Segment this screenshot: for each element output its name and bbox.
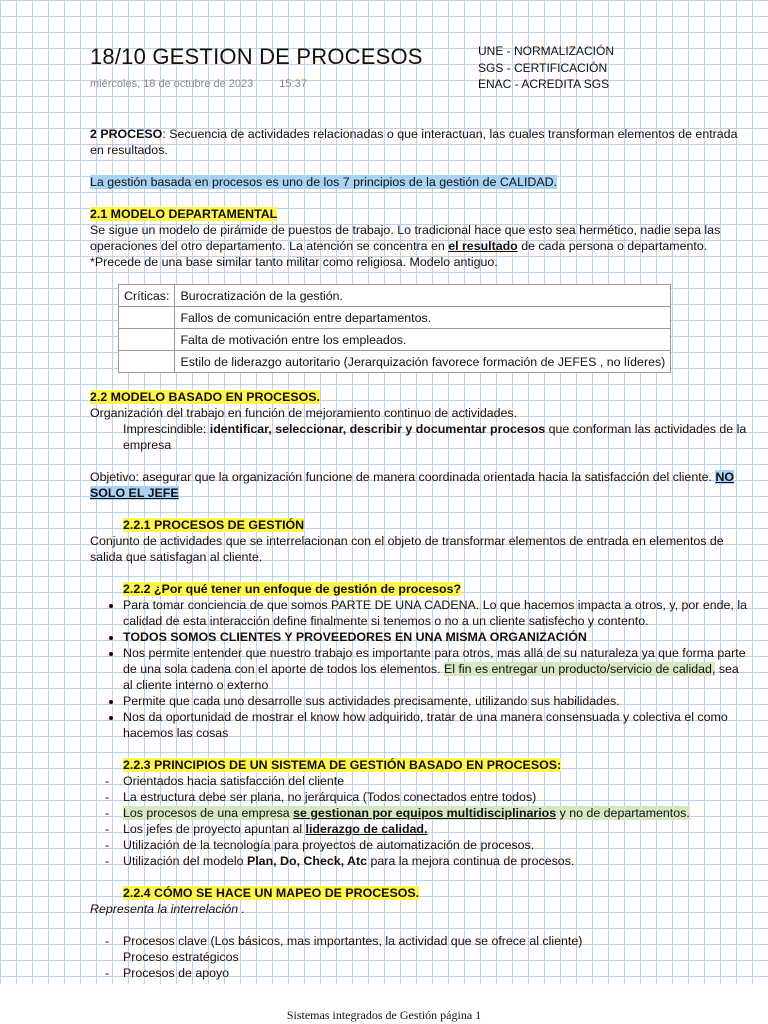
section-2-2-indented	[90, 421, 750, 453]
section-2-2-paragraph: Organización del trabajo en función de mejoramiento continuo de actividades.	[90, 406, 518, 420]
section-2-1-heading	[90, 206, 750, 222]
mapping-list	[90, 933, 750, 981]
highlight-run: El fin es entregar un producto/servicio de calidad,	[444, 662, 716, 676]
list-item	[123, 629, 750, 645]
list-item: • Para tomar conciencia de que somos PARTE DE UNA CADENA. Lo que hacemos impacta a otros, y, por ende, la calidad de esta interacción define finalmente si tenemos o no a un cliente satisfecho y contento.	[123, 597, 750, 629]
section-2-paragraph	[90, 126, 750, 158]
emphasis-run: liderazgo de calidad.	[305, 822, 428, 836]
section-2-2-2-heading	[90, 581, 750, 597]
highlight-run: Los procesos de una empresa	[123, 806, 294, 820]
table-row	[119, 351, 671, 373]
objective-paragraph	[90, 469, 750, 501]
list-item	[123, 853, 750, 869]
text-run: sea al cliente interno o externo	[123, 662, 739, 692]
text-run: Los jefes de proyecto apuntan al	[123, 822, 306, 836]
section-2-2-4-heading-text: 2.2.4 CÓMO SE HACE UN MAPEO DE PROCESOS.	[123, 886, 420, 900]
text-run: Objetivo: asegurar que la organización funcione de manera coordinada orientada hacia la satisfacción del cliente.	[90, 470, 716, 484]
page-footer: Sistemas integrados de Gestión página 1	[286, 1008, 482, 1022]
table-cell: Fallos de comunicación entre departamentos.	[175, 307, 671, 329]
page-title: 18/10 GESTION DE PROCESOS	[90, 44, 423, 69]
table-row	[119, 285, 671, 307]
list-item	[123, 821, 750, 837]
date-text: miércoles, 18 de octubre de 2023	[90, 78, 254, 90]
reasons-list	[90, 597, 750, 741]
emphasis-run: identificar, seleccionar, describir y documentar procesos	[209, 422, 546, 436]
section-2-2-heading	[90, 389, 750, 405]
list-item: - Orientados hacia satisfacción del cliente	[123, 773, 750, 789]
principle-line	[90, 174, 750, 190]
highlight-run: y no de departamentos.	[556, 806, 690, 820]
section-2-2-1-heading-text: 2.2.1 PROCESOS DE GESTIÓN	[123, 518, 305, 532]
text-run: Proceso estratégicos	[123, 950, 239, 964]
date-row	[90, 78, 307, 90]
table-label-cell: Críticas:	[119, 285, 175, 307]
text-run: Utilización del modelo	[123, 854, 247, 868]
list-item: - La estructura debe ser plana, no jerárquica (Todos conectados entre todos)	[123, 789, 750, 805]
section-2-2-heading-text: 2.2 MODELO BASADO EN PROCESOS.	[90, 390, 320, 404]
emphasis-run: TODOS SOMOS CLIENTES Y PROVEEDORES EN UNA MISMA ORGANIZACIÓN	[123, 630, 587, 644]
table-cell: Falta de motivación entre los empleados.	[175, 329, 671, 351]
list-item	[123, 933, 750, 965]
section-2-2-1-paragraph: Conjunto de actividades que se interrelacionan con el objeto de transformar elementos de entrada en elementos de salida que satisfagan al cliente.	[90, 534, 724, 564]
table-label-cell	[119, 329, 175, 351]
emphasis-run: se gestionan por equipos multidisciplinarios	[293, 806, 557, 820]
header-notes	[478, 43, 614, 93]
criticisms-table	[118, 284, 671, 373]
text-run: de cada persona o departamento.	[517, 239, 708, 253]
header-note: SGS - CERTIFICACIÓN	[478, 60, 608, 75]
section-2-2-1-heading	[90, 517, 750, 533]
section-2-1-heading-text: 2.1 MODELO DEPARTAMENTAL	[90, 207, 278, 221]
list-item	[123, 805, 750, 821]
table-label-cell	[119, 307, 175, 329]
section-2-text: : Secuencia de actividades relacionadas o que interactuan, las cuales transforman elementos de entrada en resultados.	[90, 127, 738, 157]
emphasis-run: NO SOLO EL JEFE	[90, 470, 735, 500]
text-run: para la mejora continua de procesos.	[367, 854, 575, 868]
note-body[interactable]	[90, 126, 750, 981]
principles-list	[90, 773, 750, 869]
table-row	[119, 329, 671, 351]
list-item	[123, 645, 750, 693]
section-2-label: 2 PROCESO	[90, 127, 163, 141]
section-2-1-note: *Precede de una base similar tanto militar como religiosa. Modelo antiguo.	[90, 255, 498, 269]
list-item: - Procesos de apoyo	[123, 965, 750, 981]
section-2-2-3-heading-text: 2.2.3 PRINCIPIOS DE UN SISTEMA DE GESTIÓN BASADO EN PROCESOS:	[123, 758, 562, 772]
section-2-2-4-heading	[90, 885, 750, 901]
section-2-2-3-heading	[90, 757, 750, 773]
list-item: • Nos da oportunidad de mostrar el know how adquirido, tratar de una manera consensuada y colectiva el como hacemos las cosas	[123, 709, 750, 741]
emphasis-run: Plan, Do, Check, Atc	[246, 854, 368, 868]
header-note: UNE - NORMALIZACIÓN	[478, 44, 615, 58]
emphasis-run: el resultado	[448, 239, 518, 253]
text-run: Nos permite entender que nuestro trabajo es importante para otros, mas allá de su naturaleza ya que forma parte de una sola cadena con el aporte de todos los elementos.	[123, 646, 746, 676]
text-run: Imprescindible:	[123, 422, 210, 436]
text-run: Se sigue un modelo de pirámide de puestos de trabajo. Lo tradicional hace que esto sea hermético, nadie sepa las operaciones del otro departamento. La atención se concentra en	[90, 223, 721, 253]
table-cell: Burocratización de la gestión.	[175, 285, 671, 307]
table-label-cell	[119, 351, 175, 373]
text-run: que conforman las actividades de la empresa	[123, 422, 747, 452]
principle-highlight: La gestión basada en procesos es uno de los 7 principios de la gestión de CALIDAD.	[90, 175, 558, 189]
section-2-2-4-subtitle	[90, 901, 750, 917]
table-cell: Estilo de liderazgo autoritario (Jerarquización favorece formación de JEFES , no líderes)	[175, 351, 671, 373]
section-2-2-2-heading-text: 2.2.2 ¿Por qué tener un enfoque de gestión de procesos?	[123, 582, 462, 596]
section-2-1-paragraph	[90, 222, 750, 254]
italic-run: Representa la interrelación .	[90, 902, 245, 916]
table-row	[119, 307, 671, 329]
list-item: - Utilización de la tecnología para proyectos de automatización de procesos.	[123, 837, 750, 853]
header-note: ENAC - ACREDITA SGS	[478, 77, 610, 91]
time-text: 15:37	[279, 78, 307, 90]
text-run: Procesos clave (Los básicos, mas importantes, la actividad que se ofrece al cliente)	[123, 934, 583, 948]
list-item: • Permite que cada uno desarrolle sus actividades precisamente, utilizando sus habilidades.	[123, 693, 750, 709]
